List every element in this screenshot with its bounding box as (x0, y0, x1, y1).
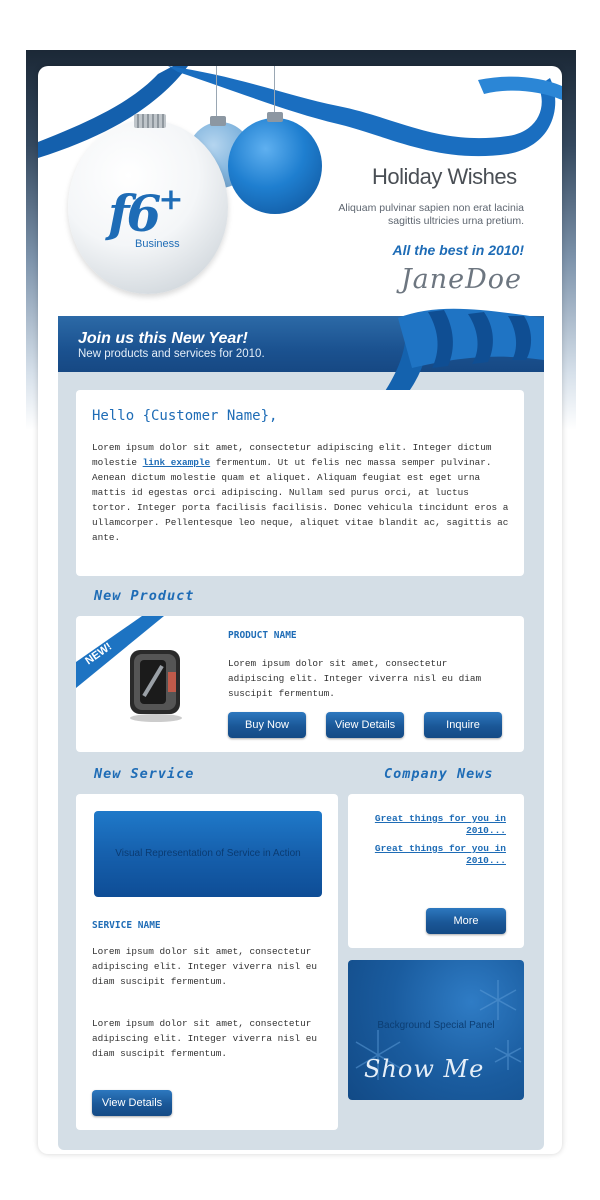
new-product-heading: New Product (94, 588, 195, 604)
logo-subtitle: Business (135, 238, 180, 250)
company-news-heading: Company News (384, 766, 494, 782)
service-description-1: Lorem ipsum dolor sit amet, consectetur adipiscing elit. Integer viverra nisl eu diam suscipit fermentum. (92, 946, 318, 987)
special-panel[interactable] (348, 960, 524, 1100)
new-tag-label: NEW! (83, 640, 115, 668)
best-wishes-text: All the best in 2010! (392, 242, 524, 258)
product-description: Lorem ipsum dolor sit amet, consectetur adipiscing elit. Integer viverra nisl eu diam suscipit fermentum. (228, 658, 482, 699)
newsletter-card (38, 66, 562, 1154)
show-me-text: Show Me (364, 1055, 485, 1083)
view-details-button[interactable]: View Details (326, 712, 404, 738)
banner-subtitle: New products and services for 2010. (78, 348, 265, 360)
greeting-heading: Hello {Customer Name}, (92, 408, 278, 424)
product-image (122, 644, 192, 724)
service-visual: Visual Representation of Service in Action (94, 811, 322, 897)
service-name: SERVICE NAME (92, 920, 161, 931)
banner-title: Join us this New Year! (78, 330, 248, 347)
ornament-cap (267, 112, 283, 122)
service-view-details-button[interactable]: View Details (92, 1090, 172, 1116)
buy-now-button[interactable]: Buy Now (228, 712, 306, 738)
ornament-cap (134, 114, 166, 128)
page-title: Holiday Wishes (372, 164, 517, 189)
ornament-cap (210, 116, 226, 126)
news-link-1[interactable]: Great things for you in 2010... (374, 813, 506, 836)
signature: JaneDoe (400, 264, 522, 295)
header-subtitle: Aliquam pulvinar sapien non erat lacinia sagittis ultricies urna pretium. (338, 202, 524, 227)
product-name: PRODUCT NAME (228, 630, 297, 641)
inquire-button[interactable]: Inquire (424, 712, 502, 738)
more-news-button[interactable]: More (426, 908, 506, 934)
company-logo: f6+ (108, 182, 181, 243)
inline-link[interactable]: link example (142, 457, 211, 468)
news-link-2[interactable]: Great things for you in 2010... (374, 843, 506, 866)
greeting-text: Lorem ipsum dolor sit amet, consectetur adipiscing elit. Integer dictum molestie link example fermentum. Ut ut felis nec massa semper pulvinar. Aenean dictum molestie quam et aliquet. Aliquam feugiat est eget urna mattis id egestas orci adipiscing. Nullam sed purus orci, at luctus tortor. Integer porta facilisis facilisis. Donec vehicula tincidunt eros a ullamcorper. Pellentesque leo neque, aliquet vitae blandit ac, sagittis ac ante. (92, 442, 509, 543)
special-panel-label: Background Special Panel (377, 1020, 495, 1031)
new-service-heading: New Service (94, 766, 195, 782)
blue-ornament (228, 118, 322, 214)
service-description-2: Lorem ipsum dolor sit amet, consectetur adipiscing elit. Integer viverra nisl eu diam suscipit fermentum. (92, 1018, 318, 1059)
